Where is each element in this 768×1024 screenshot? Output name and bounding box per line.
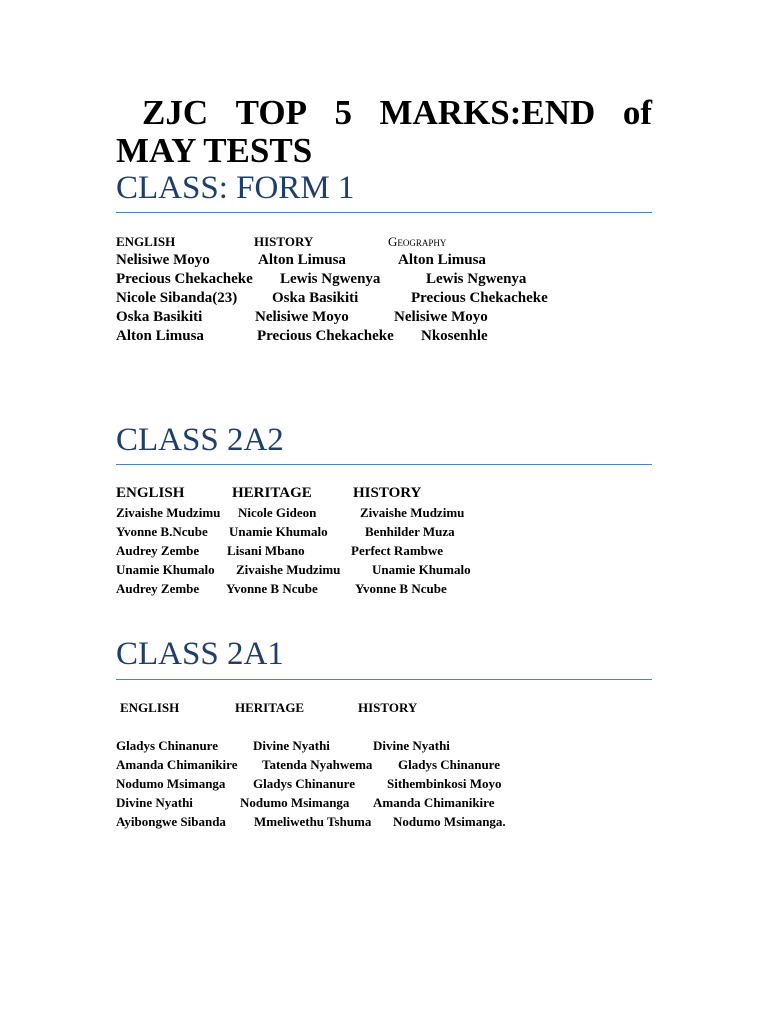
student-name: Mmeliwethu Tshuma <box>254 814 372 829</box>
subject-label: HISTORY <box>254 234 314 249</box>
student-name: Precious Chekacheke <box>116 271 253 287</box>
section-divider <box>116 212 652 213</box>
title-word: 5 <box>334 93 352 132</box>
student-name: Lewis Ngwenya <box>280 271 381 287</box>
student-name: Nodumo Msimanga. <box>393 814 506 829</box>
student-name: Unamie Khumalo <box>116 562 215 577</box>
student-name: Nicole Gideon <box>238 505 317 520</box>
subject-label: ENGLISH <box>116 485 185 501</box>
student-name: Nkosenhle <box>421 328 488 344</box>
student-name: Divine Nyathi <box>116 795 193 810</box>
student-name: Yvonne B Ncube <box>355 581 447 596</box>
title-word: TOP <box>235 93 307 132</box>
student-name: Gladys Chinanure <box>398 757 500 772</box>
student-name: Tatenda Nyahwema <box>262 757 373 772</box>
section-heading-class-2a2: CLASS 2A2 <box>116 422 284 458</box>
subject-label: HERITAGE <box>232 485 312 501</box>
student-name: Nodumo Msimanga <box>240 795 350 810</box>
student-name: Precious Chekacheke <box>411 290 548 306</box>
section-divider <box>116 679 652 680</box>
student-name: Oska Basikiti <box>272 290 359 306</box>
student-name: Yvonne B Ncube <box>226 581 318 596</box>
student-name: Ayibongwe Sibanda <box>116 814 226 829</box>
student-name: Zivaishe Mudzimu <box>360 505 465 520</box>
subject-label: HISTORY <box>353 485 422 501</box>
student-name: Benhilder Muza <box>365 524 455 539</box>
student-name: Oska Basikiti <box>116 309 203 325</box>
subject-label: Geography <box>388 234 447 249</box>
student-name: Audrey Zembe <box>116 581 200 596</box>
student-name: Alton Limusa <box>116 328 204 344</box>
student-name: Perfect Rambwe <box>351 543 444 558</box>
title-line-2: MAY TESTS <box>116 131 313 170</box>
student-name: Lisani Mbano <box>227 543 305 558</box>
student-name: Lewis Ngwenya <box>426 271 527 287</box>
student-name: Divine Nyathi <box>373 738 450 753</box>
student-name: Yvonne B.Ncube <box>116 524 208 539</box>
student-name: Unamie Khumalo <box>229 524 328 539</box>
student-name: Alton Limusa <box>398 252 486 268</box>
student-name: Divine Nyathi <box>253 738 330 753</box>
student-name: Gladys Chinanure <box>253 776 355 791</box>
student-name: Zivaishe Mudzimu <box>116 505 221 520</box>
student-name: Gladys Chinanure <box>116 738 218 753</box>
student-name: Nelisiwe Moyo <box>255 309 349 325</box>
section-divider <box>116 464 652 465</box>
student-name: Amanda Chimanikire <box>373 795 495 810</box>
student-name: Nicole Sibanda(23) <box>116 290 238 306</box>
student-name: Alton Limusa <box>258 252 346 268</box>
student-name: Zivaishe Mudzimu <box>236 562 341 577</box>
title-word: MARKS:END <box>379 93 596 132</box>
student-name: Nelisiwe Moyo <box>116 252 210 268</box>
student-name: Nodumo Msimanga <box>116 776 226 791</box>
subject-label: HERITAGE <box>235 700 305 715</box>
title-line-1 <box>116 94 652 132</box>
student-name: Nelisiwe Moyo <box>394 309 488 325</box>
document-title <box>116 94 652 170</box>
section-heading-form-1: CLASS: FORM 1 <box>116 170 355 206</box>
student-name: Sithembinkosi Moyo <box>387 776 502 791</box>
section-heading-class-2a1: CLASS 2A1 <box>116 636 284 672</box>
student-name: Amanda Chimanikire <box>116 757 238 772</box>
student-name: Unamie Khumalo <box>372 562 471 577</box>
student-name: Precious Chekacheke <box>257 328 394 344</box>
subject-label: ENGLISH <box>116 234 176 249</box>
subject-label: HISTORY <box>358 700 418 715</box>
title-word: of <box>622 93 652 132</box>
subject-label: ENGLISH <box>120 700 180 715</box>
student-name: Audrey Zembe <box>116 543 200 558</box>
title-word: ZJC <box>142 93 209 132</box>
